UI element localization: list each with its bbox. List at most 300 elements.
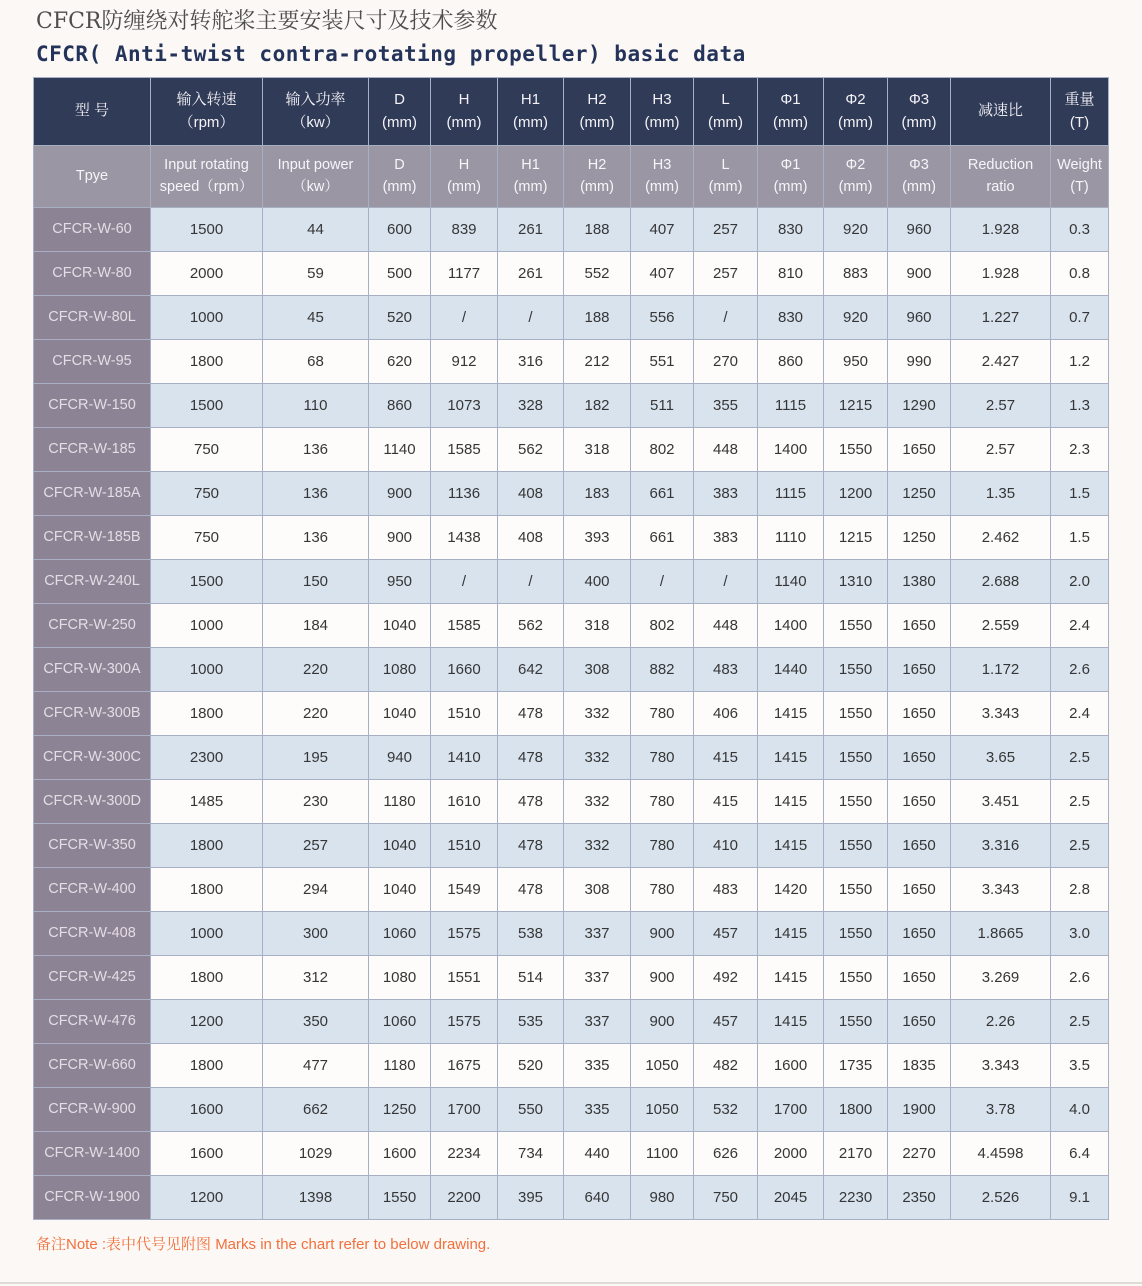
cell-value: 1.8665 <box>951 911 1051 955</box>
cell-value: 261 <box>498 207 564 251</box>
cell-value: 408 <box>498 515 564 559</box>
cell-value: 2.5 <box>1051 735 1109 779</box>
cell-value: 300 <box>263 911 369 955</box>
cell-value: 600 <box>369 207 431 251</box>
cell-value: 830 <box>758 207 824 251</box>
cell-value: 395 <box>498 1175 564 1219</box>
cell-value: 337 <box>564 955 631 999</box>
cell-value: 482 <box>694 1043 758 1087</box>
cell-value: 407 <box>631 207 694 251</box>
cell-value: 1650 <box>888 735 951 779</box>
cell-value: 408 <box>498 471 564 515</box>
cell-value: 1420 <box>758 867 824 911</box>
column-header-en: D (mm) <box>369 145 431 207</box>
cell-value: 1510 <box>431 823 498 867</box>
table-row <box>34 471 1109 515</box>
cell-value: 332 <box>564 735 631 779</box>
cell-value: 9.1 <box>1051 1175 1109 1219</box>
column-header-zh: H2 (mm) <box>564 77 631 145</box>
cell-value: 1180 <box>369 779 431 823</box>
cell-value: 1200 <box>151 999 263 1043</box>
row-type: CFCR-W-900 <box>34 1087 151 1131</box>
cell-value: 478 <box>498 867 564 911</box>
cell-value: 520 <box>498 1043 564 1087</box>
cell-value: 1650 <box>888 647 951 691</box>
column-header-zh: D (mm) <box>369 77 431 145</box>
cell-value: 860 <box>758 339 824 383</box>
row-type: CFCR-W-185B <box>34 515 151 559</box>
cell-value: 2230 <box>824 1175 888 1219</box>
cell-value: 337 <box>564 999 631 1043</box>
cell-value: 2000 <box>758 1131 824 1175</box>
cell-value: 1510 <box>431 691 498 735</box>
cell-value: / <box>631 559 694 603</box>
cell-value: 3.343 <box>951 691 1051 735</box>
cell-value: 556 <box>631 295 694 339</box>
cell-value: 312 <box>263 955 369 999</box>
table-row <box>34 911 1109 955</box>
cell-value: 1575 <box>431 999 498 1043</box>
table-row <box>34 1131 1109 1175</box>
cell-value: 1415 <box>758 823 824 867</box>
cell-value: 332 <box>564 691 631 735</box>
header-row-en <box>34 145 1109 207</box>
cell-value: 1415 <box>758 691 824 735</box>
cell-value: 440 <box>564 1131 631 1175</box>
cell-value: 960 <box>888 207 951 251</box>
cell-value: 308 <box>564 647 631 691</box>
cell-value: 212 <box>564 339 631 383</box>
cell-value: 220 <box>263 691 369 735</box>
cell-value: 1650 <box>888 427 951 471</box>
column-header-en: H3 (mm) <box>631 145 694 207</box>
footnote: 备注Note :表中代号见附图 Marks in the chart refer to below drawing. <box>36 1235 491 1253</box>
cell-value: 0.8 <box>1051 251 1109 295</box>
cell-value: 1550 <box>824 955 888 999</box>
cell-value: 1000 <box>151 911 263 955</box>
cell-value: 1550 <box>824 603 888 647</box>
cell-value: 3.343 <box>951 867 1051 911</box>
cell-value: 261 <box>498 251 564 295</box>
cell-value: 1550 <box>824 691 888 735</box>
cell-value: 1800 <box>151 1043 263 1087</box>
cell-value: 328 <box>498 383 564 427</box>
column-header-en: H1 (mm) <box>498 145 564 207</box>
column-header-zh: Φ1 (mm) <box>758 77 824 145</box>
cell-value: 1675 <box>431 1043 498 1087</box>
cell-value: 2.5 <box>1051 779 1109 823</box>
cell-value: 1550 <box>369 1175 431 1219</box>
cell-value: 1250 <box>888 471 951 515</box>
cell-value: 734 <box>498 1131 564 1175</box>
cell-value: 1000 <box>151 603 263 647</box>
row-type: CFCR-W-300D <box>34 779 151 823</box>
cell-value: 1060 <box>369 999 431 1043</box>
row-type: CFCR-W-80L <box>34 295 151 339</box>
cell-value: 1040 <box>369 691 431 735</box>
cell-value: 335 <box>564 1043 631 1087</box>
cell-value: 1660 <box>431 647 498 691</box>
row-type: CFCR-W-1400 <box>34 1131 151 1175</box>
table-row <box>34 867 1109 911</box>
cell-value: 1700 <box>758 1087 824 1131</box>
column-header-zh: H (mm) <box>431 77 498 145</box>
cell-value: 3.5 <box>1051 1043 1109 1087</box>
page-title-english: CFCR( Anti-twist contra-rotating propeller) basic data <box>36 41 746 66</box>
column-header-zh: 输入功率 （kw） <box>263 77 369 145</box>
cell-value: 520 <box>369 295 431 339</box>
cell-value: 406 <box>694 691 758 735</box>
cell-value: 1650 <box>888 603 951 647</box>
cell-value: 900 <box>369 515 431 559</box>
row-type: CFCR-W-185 <box>34 427 151 471</box>
cell-value: 44 <box>263 207 369 251</box>
cell-value: 1080 <box>369 955 431 999</box>
row-type: CFCR-W-400 <box>34 867 151 911</box>
cell-value: 900 <box>631 999 694 1043</box>
page-title-chinese: CFCR防缠绕对转舵桨主要安装尺寸及技术参数 <box>36 9 498 34</box>
column-header-zh: L (mm) <box>694 77 758 145</box>
cell-value: 318 <box>564 427 631 471</box>
cell-value: 1585 <box>431 603 498 647</box>
column-header-zh: 型 号 <box>34 77 151 145</box>
table-row <box>34 427 1109 471</box>
cell-value: 448 <box>694 427 758 471</box>
cell-value: 1800 <box>151 339 263 383</box>
table-row <box>34 823 1109 867</box>
cell-value: 2234 <box>431 1131 498 1175</box>
cell-value: 1900 <box>888 1087 951 1131</box>
cell-value: 538 <box>498 911 564 955</box>
column-header-en: L (mm) <box>694 145 758 207</box>
cell-value: 308 <box>564 867 631 911</box>
cell-value: 535 <box>498 999 564 1043</box>
cell-value: 1650 <box>888 779 951 823</box>
table-row <box>34 515 1109 559</box>
column-header-en: Φ2 (mm) <box>824 145 888 207</box>
cell-value: 2.26 <box>951 999 1051 1043</box>
cell-value: 1500 <box>151 383 263 427</box>
title-block <box>0 0 1142 66</box>
cell-value: 780 <box>631 735 694 779</box>
column-header-en: H (mm) <box>431 145 498 207</box>
cell-value: 1250 <box>888 515 951 559</box>
column-header-en: H2 (mm) <box>564 145 631 207</box>
cell-value: / <box>498 559 564 603</box>
cell-value: / <box>498 295 564 339</box>
cell-value: 1650 <box>888 867 951 911</box>
table-row <box>34 251 1109 295</box>
cell-value: 400 <box>564 559 631 603</box>
cell-value: 562 <box>498 603 564 647</box>
cell-value: 1.227 <box>951 295 1051 339</box>
cell-value: 1000 <box>151 647 263 691</box>
cell-value: 860 <box>369 383 431 427</box>
row-type: CFCR-W-250 <box>34 603 151 647</box>
cell-value: 483 <box>694 647 758 691</box>
cell-value: 1.3 <box>1051 383 1109 427</box>
cell-value: 383 <box>694 515 758 559</box>
cell-value: 188 <box>564 295 631 339</box>
cell-value: 662 <box>263 1087 369 1131</box>
cell-value: 3.78 <box>951 1087 1051 1131</box>
cell-value: 750 <box>151 515 263 559</box>
cell-value: 2350 <box>888 1175 951 1219</box>
table-row <box>34 735 1109 779</box>
cell-value: 1415 <box>758 999 824 1043</box>
cell-value: 1800 <box>151 867 263 911</box>
column-header-zh: H3 (mm) <box>631 77 694 145</box>
table-row <box>34 295 1109 339</box>
cell-value: 478 <box>498 779 564 823</box>
table-row <box>34 779 1109 823</box>
cell-value: 1398 <box>263 1175 369 1219</box>
cell-value: 1415 <box>758 955 824 999</box>
cell-value: 514 <box>498 955 564 999</box>
cell-value: 1060 <box>369 911 431 955</box>
row-type: CFCR-W-95 <box>34 339 151 383</box>
cell-value: 1400 <box>758 603 824 647</box>
column-header-en: Input power （kw） <box>263 145 369 207</box>
cell-value: 45 <box>263 295 369 339</box>
cell-value: 1410 <box>431 735 498 779</box>
cell-value: 552 <box>564 251 631 295</box>
table-row <box>34 559 1109 603</box>
row-type: CFCR-W-408 <box>34 911 151 955</box>
cell-value: 1.928 <box>951 207 1051 251</box>
cell-value: 1550 <box>824 867 888 911</box>
cell-value: 415 <box>694 735 758 779</box>
row-type: CFCR-W-300A <box>34 647 151 691</box>
cell-value: 410 <box>694 823 758 867</box>
cell-value: 483 <box>694 867 758 911</box>
cell-value: 1551 <box>431 955 498 999</box>
cell-value: 3.0 <box>1051 911 1109 955</box>
cell-value: 1110 <box>758 515 824 559</box>
cell-value: 642 <box>498 647 564 691</box>
cell-value: 1550 <box>824 427 888 471</box>
cell-value: 492 <box>694 955 758 999</box>
row-type: CFCR-W-300B <box>34 691 151 735</box>
cell-value: 415 <box>694 779 758 823</box>
cell-value: 1550 <box>824 647 888 691</box>
cell-value: 1650 <box>888 955 951 999</box>
cell-value: 1040 <box>369 603 431 647</box>
table-row <box>34 383 1109 427</box>
cell-value: 1040 <box>369 867 431 911</box>
cell-value: 1180 <box>369 1043 431 1087</box>
cell-value: 532 <box>694 1087 758 1131</box>
cell-value: 1200 <box>151 1175 263 1219</box>
cell-value: 355 <box>694 383 758 427</box>
cell-value: 478 <box>498 735 564 779</box>
cell-value: 1600 <box>758 1043 824 1087</box>
cell-value: 900 <box>631 955 694 999</box>
cell-value: 1800 <box>151 955 263 999</box>
table-row <box>34 647 1109 691</box>
cell-value: 1438 <box>431 515 498 559</box>
cell-value: 350 <box>263 999 369 1043</box>
cell-value: 950 <box>369 559 431 603</box>
cell-value: 1080 <box>369 647 431 691</box>
cell-value: 6.4 <box>1051 1131 1109 1175</box>
cell-value: 802 <box>631 603 694 647</box>
table-head <box>34 77 1109 207</box>
cell-value: 1500 <box>151 559 263 603</box>
spec-table <box>33 77 1109 1220</box>
cell-value: 2.526 <box>951 1175 1051 1219</box>
cell-value: 2.3 <box>1051 427 1109 471</box>
cell-value: 1485 <box>151 779 263 823</box>
cell-value: 337 <box>564 911 631 955</box>
cell-value: 2.5 <box>1051 999 1109 1043</box>
cell-value: 2.4 <box>1051 691 1109 735</box>
cell-value: 136 <box>263 515 369 559</box>
cell-value: 220 <box>263 647 369 691</box>
cell-value: 1585 <box>431 427 498 471</box>
cell-value: 1136 <box>431 471 498 515</box>
cell-value: 4.0 <box>1051 1087 1109 1131</box>
cell-value: 318 <box>564 603 631 647</box>
cell-value: 1550 <box>824 823 888 867</box>
column-header-en: Φ1 (mm) <box>758 145 824 207</box>
cell-value: 900 <box>888 251 951 295</box>
cell-value: 182 <box>564 383 631 427</box>
cell-value: 550 <box>498 1087 564 1131</box>
cell-value: 316 <box>498 339 564 383</box>
cell-value: 990 <box>888 339 951 383</box>
cell-value: 1440 <box>758 647 824 691</box>
cell-value: 810 <box>758 251 824 295</box>
cell-value: 839 <box>431 207 498 251</box>
cell-value: 980 <box>631 1175 694 1219</box>
cell-value: 457 <box>694 999 758 1043</box>
cell-value: 3.65 <box>951 735 1051 779</box>
cell-value: 940 <box>369 735 431 779</box>
cell-value: 620 <box>369 339 431 383</box>
cell-value: 110 <box>263 383 369 427</box>
cell-value: 1000 <box>151 295 263 339</box>
cell-value: 1050 <box>631 1043 694 1087</box>
row-type: CFCR-W-80 <box>34 251 151 295</box>
cell-value: 136 <box>263 471 369 515</box>
cell-value: 407 <box>631 251 694 295</box>
header-row-zh <box>34 77 1109 145</box>
column-header-zh: 重量 (T) <box>1051 77 1109 145</box>
cell-value: 912 <box>431 339 498 383</box>
cell-value: 1600 <box>151 1087 263 1131</box>
cell-value: 332 <box>564 779 631 823</box>
cell-value: 2200 <box>431 1175 498 1219</box>
cell-value: 1250 <box>369 1087 431 1131</box>
cell-value: 2.5 <box>1051 823 1109 867</box>
row-type: CFCR-W-350 <box>34 823 151 867</box>
cell-value: 1.928 <box>951 251 1051 295</box>
row-type: CFCR-W-660 <box>34 1043 151 1087</box>
cell-value: 900 <box>631 911 694 955</box>
row-type: CFCR-W-425 <box>34 955 151 999</box>
cell-value: / <box>694 295 758 339</box>
cell-value: 457 <box>694 911 758 955</box>
cell-value: 1200 <box>824 471 888 515</box>
cell-value: 1600 <box>369 1131 431 1175</box>
row-type: CFCR-W-150 <box>34 383 151 427</box>
column-header-en: Reduction ratio <box>951 145 1051 207</box>
cell-value: 270 <box>694 339 758 383</box>
cell-value: 640 <box>564 1175 631 1219</box>
cell-value: 1140 <box>369 427 431 471</box>
row-type: CFCR-W-1900 <box>34 1175 151 1219</box>
cell-value: 750 <box>151 427 263 471</box>
cell-value: 1800 <box>151 691 263 735</box>
cell-value: / <box>694 559 758 603</box>
cell-value: 68 <box>263 339 369 383</box>
cell-value: 3.343 <box>951 1043 1051 1087</box>
cell-value: 2.4 <box>1051 603 1109 647</box>
cell-value: 1100 <box>631 1131 694 1175</box>
cell-value: 1.172 <box>951 647 1051 691</box>
column-header-zh: Φ3 (mm) <box>888 77 951 145</box>
cell-value: 1650 <box>888 999 951 1043</box>
cell-value: 1600 <box>151 1131 263 1175</box>
table-row <box>34 1087 1109 1131</box>
cell-value: 1735 <box>824 1043 888 1087</box>
cell-value: 150 <box>263 559 369 603</box>
table-row <box>34 999 1109 1043</box>
cell-value: 900 <box>369 471 431 515</box>
cell-value: 393 <box>564 515 631 559</box>
cell-value: 1550 <box>824 999 888 1043</box>
column-header-en: Φ3 (mm) <box>888 145 951 207</box>
table-row <box>34 603 1109 647</box>
cell-value: 780 <box>631 691 694 735</box>
cell-value: 661 <box>631 515 694 559</box>
cell-value: 478 <box>498 823 564 867</box>
cell-value: 1650 <box>888 691 951 735</box>
cell-value: 661 <box>631 471 694 515</box>
cell-value: 294 <box>263 867 369 911</box>
cell-value: 2.57 <box>951 427 1051 471</box>
cell-value: 195 <box>263 735 369 779</box>
cell-value: 448 <box>694 603 758 647</box>
cell-value: 562 <box>498 427 564 471</box>
table-body <box>34 207 1109 1219</box>
cell-value: 750 <box>694 1175 758 1219</box>
row-type: CFCR-W-60 <box>34 207 151 251</box>
cell-value: 183 <box>564 471 631 515</box>
cell-value: 478 <box>498 691 564 735</box>
cell-value: 1575 <box>431 911 498 955</box>
cell-value: 332 <box>564 823 631 867</box>
cell-value: 1650 <box>888 823 951 867</box>
cell-value: 1073 <box>431 383 498 427</box>
column-header-zh: 输入转速 （rpm） <box>151 77 263 145</box>
cell-value: 257 <box>694 251 758 295</box>
cell-value: 1215 <box>824 383 888 427</box>
cell-value: 1550 <box>824 735 888 779</box>
table-row <box>34 339 1109 383</box>
column-header-zh: H1 (mm) <box>498 77 564 145</box>
cell-value: 750 <box>151 471 263 515</box>
table-row <box>34 1043 1109 1087</box>
cell-value: 1400 <box>758 427 824 471</box>
cell-value: 950 <box>824 339 888 383</box>
cell-value: 1500 <box>151 207 263 251</box>
cell-value: 1115 <box>758 471 824 515</box>
cell-value: 780 <box>631 867 694 911</box>
cell-value: 1800 <box>824 1087 888 1131</box>
cell-value: 1215 <box>824 515 888 559</box>
